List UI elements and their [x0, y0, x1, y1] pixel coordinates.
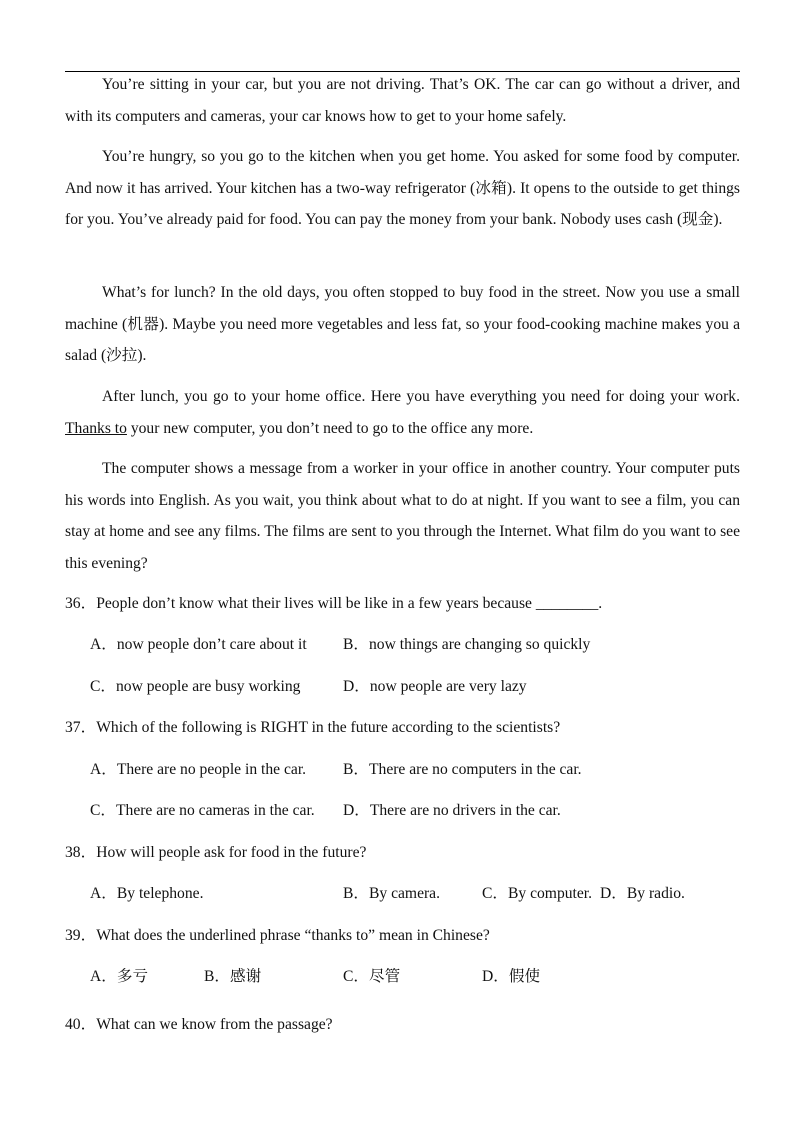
question-38-option-d[interactable]: D．By radio. — [600, 885, 685, 902]
question-39-option-c[interactable]: C．尽管 — [343, 968, 401, 985]
passage-paragraph-5 — [65, 453, 740, 579]
question-37-option-c[interactable]: C．There are no cameras in the car. — [90, 802, 315, 819]
question-36-option-d[interactable]: D．now people are very lazy — [343, 678, 527, 695]
paragraph-text: your new computer, you don’t need to go to the office any more. — [126, 419, 534, 437]
paragraph-text: What’s for lunch? In the old days, you often stopped to buy food in the street. Now you use a small machine (机器). Maybe you need more vegetables and less fat, so your food-cooking machine makes you a salad (沙拉). — [65, 284, 740, 364]
passage-paragraph-2 — [65, 141, 740, 236]
paragraph-text: You’re sitting in your car, but you are not driving. That’s OK. The car can go without a driver, and with its computers and cameras, your car knows how to get to your home safely. — [65, 76, 740, 125]
question-39-option-a[interactable]: A．多亏 — [90, 968, 149, 985]
question-37-option-b[interactable]: B．There are no computers in the car. — [343, 761, 582, 778]
question-39-option-b[interactable]: B．感谢 — [204, 968, 262, 985]
question-36-option-b[interactable]: B．now things are changing so quickly — [343, 636, 591, 653]
question-38-option-b[interactable]: B．By camera. — [343, 885, 440, 902]
passage-paragraph-1 — [65, 69, 740, 132]
question-37-stem: 37．Which of the following is RIGHT in the future according to the scientists? — [65, 719, 561, 736]
question-39-option-d[interactable]: D．假使 — [482, 968, 541, 985]
question-36-stem: 36．People don’t know what their lives will be like in a few years because ________. — [65, 595, 603, 612]
question-38-stem: 38．How will people ask for food in the future? — [65, 844, 367, 861]
paragraph-text: You’re hungry, so you go to the kitchen when you get home. You asked for some food by computer. And now it has arrived. Your kitchen has a two-way refrigerator (冰箱). It opens to the outside to get things for you. You’ve already paid for food. You can pay the money from your bank. Nobody uses cash (现金). — [65, 148, 740, 228]
passage-paragraph-4 — [65, 381, 740, 444]
question-38-option-a[interactable]: A．By telephone. — [90, 885, 204, 902]
underlined-phrase: Thanks to — [65, 419, 127, 437]
paragraph-text: After lunch, you go to your home office. Here you have everything you need for doing your work. — [102, 388, 740, 405]
question-39-stem: 39．What does the underlined phrase “thanks to” mean in Chinese? — [65, 927, 490, 944]
question-37-option-d[interactable]: D．There are no drivers in the car. — [343, 802, 561, 819]
question-36-option-a[interactable]: A．now people don’t care about it — [90, 636, 307, 653]
passage-paragraph-3 — [65, 277, 740, 372]
paragraph-text: The computer shows a message from a worker in your office in another country. Your computer puts his words into English. As you wait, you think about what to do at night. If you want to see a film, you can stay at home and see any films. The films are sent to you through the Internet. What film do you want to see this evening? — [65, 460, 740, 572]
question-38-option-c[interactable]: C．By computer. — [482, 885, 593, 902]
question-37-option-a[interactable]: A．There are no people in the car. — [90, 761, 307, 778]
question-36-option-c[interactable]: C．now people are busy working — [90, 678, 301, 695]
question-40-stem: 40．What can we know from the passage? — [65, 1016, 333, 1033]
